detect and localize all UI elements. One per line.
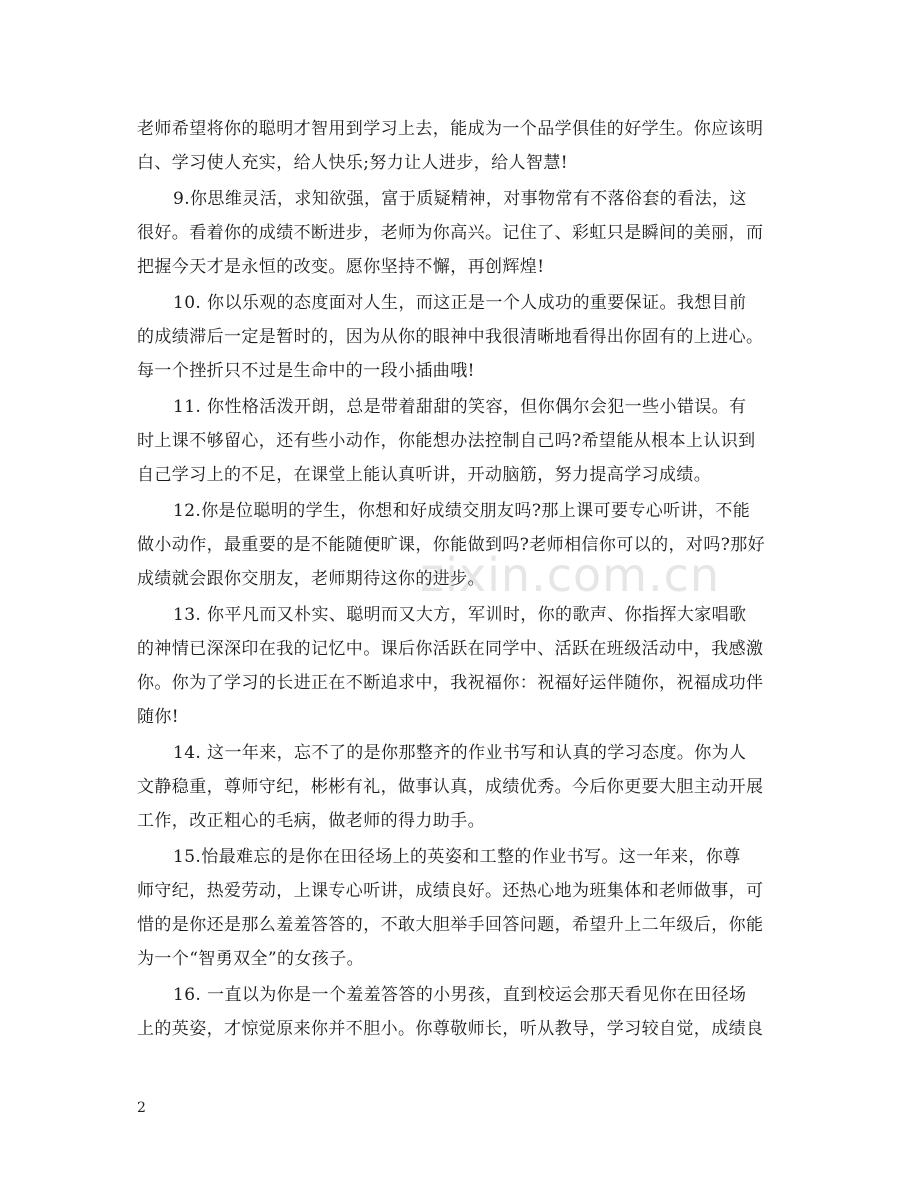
text-line: 的成绩滞后一定是暂时的，因为从你的眼神中我很清晰地看得出你固有的上进心。 — [137, 327, 764, 347]
text-line: 成绩就会跟你交朋友，老师期待这你的进步。 — [137, 569, 485, 589]
text-line: 16. 一直以为你是一个羞羞答答的小男孩，直到校运会那天看见你在田径场 — [173, 985, 747, 1005]
text-line: 把握今天才是永恒的改变。愿你坚持不懈，再创辉煌! — [137, 257, 545, 277]
text-line: 15.怡最难忘的是你在田径场上的英姿和工整的作业书写。这一年来，你尊 — [173, 847, 741, 867]
paragraph-comment-12 — [137, 494, 785, 596]
document-body — [137, 112, 785, 1046]
text-line: 白、学习使人充实，给人快乐;努力让人进步，给人智慧! — [137, 153, 568, 173]
text-line: 很好。看着你的成绩不断进步，老师为你高兴。记住了、彩虹只是瞬间的美丽，而 — [137, 223, 764, 243]
paragraph-comment-9 — [137, 182, 785, 284]
text-line: 为一个“智勇双全”的女孩子。 — [137, 949, 364, 969]
text-line: 12.你是位聪明的学生，你想和好成绩交朋友吗?那上课可要专心听讲，不能 — [173, 501, 751, 521]
watermark: zixin.com.cn — [420, 548, 721, 602]
text-line: 10. 你以乐观的态度面对人生，而这正是一个人成功的重要保证。我想目前 — [173, 293, 747, 313]
text-line: 惜的是你还是那么羞羞答答的，不敢大胆举手回答问题，希望升上二年级后，你能 — [137, 915, 764, 935]
text-line: 随你! — [137, 707, 180, 727]
text-line: 老师希望将你的聪明才智用到学习上去，能成为一个品学俱佳的好学生。你应该明 — [137, 119, 764, 139]
paragraph-comment-16 — [137, 978, 785, 1046]
paragraph-comment-14 — [137, 736, 785, 838]
text-line: 师守纪，热爱劳动，上课专心听讲，成绩良好。还热心地为班集体和老师做事，可 — [137, 881, 764, 901]
text-line: 每一个挫折只不过是生命中的一段小插曲哦! — [137, 361, 475, 381]
text-line: 11. 你性格活泼开朗，总是带着甜甜的笑容，但你偶尔会犯一些小错误。有 — [173, 397, 747, 417]
text-line: 文静稳重，尊师守纪，彬彬有礼，做事认真，成绩优秀。今后你更要大胆主动开展 — [137, 777, 764, 797]
text-line: 14. 这一年来，忘不了的是你那整齐的作业书写和认真的学习态度。你为人 — [173, 743, 747, 763]
text-line: 9.你思维灵活，求知欲强，富于质疑精神，对事物常有不落俗套的看法，这 — [173, 189, 747, 209]
text-line: 自己学习上的不足，在课堂上能认真听讲，开动脑筋，努力提高学习成绩。 — [137, 465, 712, 485]
text-line: 你。你为了学习的长进正在不断追求中，我祝福你：祝福好运伴随你，祝福成功伴 — [137, 673, 764, 693]
paragraph-continuation — [137, 112, 785, 180]
paragraph-comment-11 — [137, 390, 785, 492]
paragraph-comment-13 — [137, 598, 785, 734]
paragraph-comment-15 — [137, 840, 785, 976]
text-line: 的神情已深深印在我的记忆中。课后你活跃在同学中、活跃在班级活动中，我感激 — [137, 639, 764, 659]
text-line: 时上课不够留心，还有些小动作，你能想办法控制自己吗?希望能从根本上认识到 — [137, 431, 756, 451]
text-line: 做小动作，最重要的是不能随便旷课，你能做到吗?老师相信你可以的，对吗?那好 — [137, 535, 766, 555]
text-line: 工作，改正粗心的毛病，做老师的得力助手。 — [137, 811, 485, 831]
page-number: 2 — [137, 1100, 146, 1116]
paragraph-comment-10 — [137, 286, 785, 388]
text-line: 上的英姿，才惊觉原来你并不胆小。你尊敬师长，听从教导，学习较自觉，成绩良 — [137, 1019, 764, 1039]
text-line: 13. 你平凡而又朴实、聪明而又大方，军训时，你的歌声、你指挥大家唱歌 — [173, 605, 747, 625]
